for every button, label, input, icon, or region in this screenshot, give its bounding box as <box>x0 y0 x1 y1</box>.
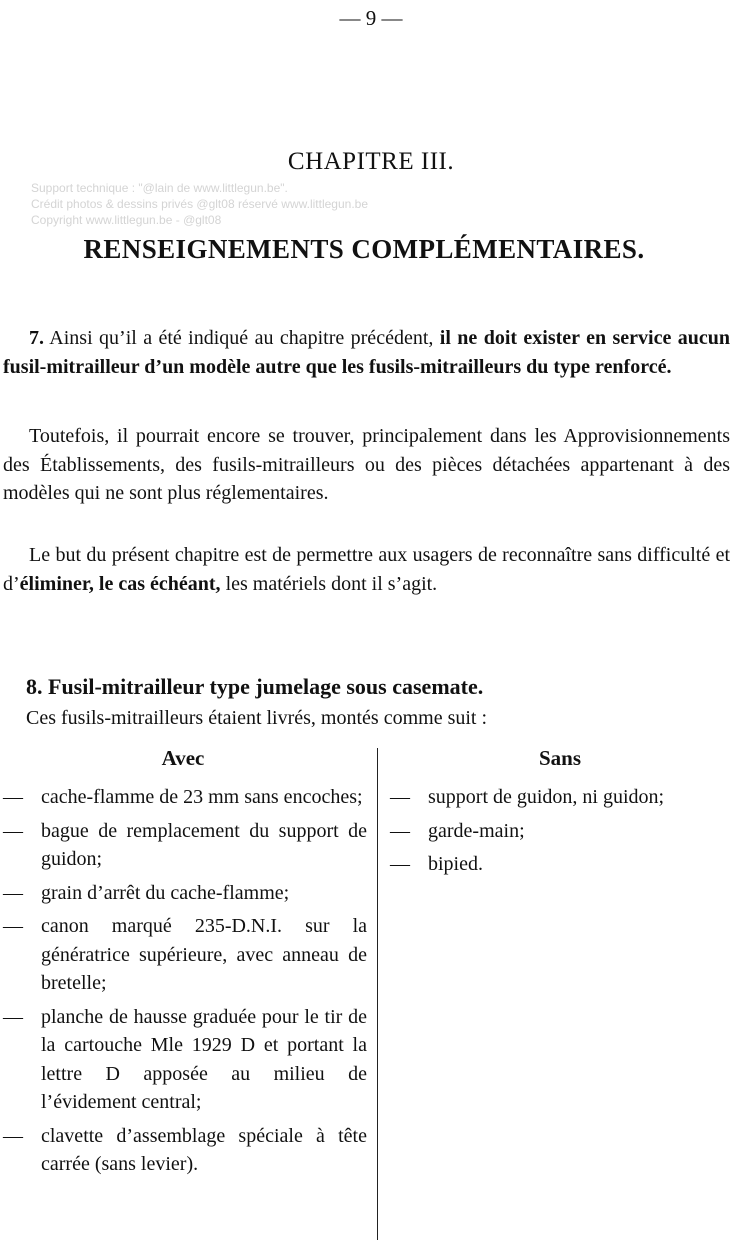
list-item <box>3 912 367 998</box>
list-item <box>3 817 367 874</box>
paragraph-text: Le but du présent chapitre est de permettre aux usagers de reconnaître sans difficulté et d’ <box>3 544 730 595</box>
avec-column-heading: Avec <box>161 746 205 770</box>
list-item-text: cache-flamme de 23 mm sans encoches; <box>41 786 363 808</box>
dash: — <box>3 1124 23 1147</box>
paragraph-7 <box>3 324 730 381</box>
paragraph-toutefois: Toutefois, il pourrait encore se trouver, principalement dans les Approvisionnements des Établissements, des fusils-mitrailleurs ou des pièces détachées appartenant à des modèles qui ne sont plus réglementaires. <box>3 425 730 504</box>
paragraph-bold-text: éliminer, le cas échéant, <box>19 572 221 595</box>
dash: — <box>3 1005 23 1028</box>
page-number: — 9 — <box>339 6 403 30</box>
list-item-text: bague de remplacement du support de guidon; <box>41 819 367 870</box>
list-item-text: clavette d’assemblage spéciale à tête carrée (sans levier). <box>41 1124 367 1175</box>
watermark-line: Copyright www.littlegun.be - @glt08 <box>31 213 222 227</box>
paragraph-number: 7. <box>29 327 44 349</box>
list-item <box>3 1122 367 1179</box>
list-item-text: support de guidon, ni guidon; <box>428 786 665 808</box>
list-item-text: bipied. <box>428 853 483 875</box>
sans-list <box>390 783 730 884</box>
list-item-text: grain d’arrêt du cache-flamme; <box>41 881 290 904</box>
dash: — <box>390 853 410 875</box>
column-divider <box>377 748 378 1240</box>
list-item <box>390 817 730 846</box>
avec-list <box>3 783 367 1184</box>
watermark-line: Crédit photos & dessins privés @glt08 réservé www.littlegun.be <box>31 197 369 211</box>
dash: — <box>3 881 23 904</box>
chapter-title: RENSEIGNEMENTS COMPLÉMENTAIRES. <box>83 234 645 264</box>
list-item <box>3 879 367 908</box>
list-item-text: planche de hausse graduée pour le tir de la cartouche Mle 1929 D et portant la lettre D apposée au milieu de l’évidement central; <box>41 1005 367 1113</box>
paragraph-text: les matériels dont il s’agit. <box>220 572 438 595</box>
list-item-text: canon marqué 235-D.N.I. sur la génératrice supérieure, avec anneau de bretelle; <box>41 915 367 994</box>
list-item <box>3 783 367 812</box>
dash: — <box>3 786 23 808</box>
paragraph-text: Ainsi qu’il a été indiqué au chapitre précédent, <box>44 327 440 349</box>
sans-column-heading: Sans <box>538 746 582 770</box>
watermark-line: Support technique : "@lain de www.littlegun.be". <box>31 181 288 195</box>
list-item <box>390 783 730 812</box>
dash: — <box>390 819 410 842</box>
list-item <box>390 850 730 879</box>
list-item <box>3 1003 367 1117</box>
section-8-intro: Ces fusils-mitrailleurs étaient livrés, montés comme suit : <box>26 707 488 729</box>
list-item-text: garde-main; <box>428 819 525 842</box>
chapter-heading: CHAPITRE III. <box>287 148 455 175</box>
dash: — <box>3 915 23 937</box>
paragraph-bold-text: il ne doit exister en service aucun fusil-mitrailleur d’un modèle autre que les fusils-mitrailleurs du type renforcé. <box>3 327 730 378</box>
dash: — <box>390 786 410 808</box>
paragraph-but <box>3 541 730 598</box>
dash: — <box>3 819 23 842</box>
section-8-title: 8. Fusil-mitrailleur type jumelage sous casemate. <box>26 674 484 699</box>
